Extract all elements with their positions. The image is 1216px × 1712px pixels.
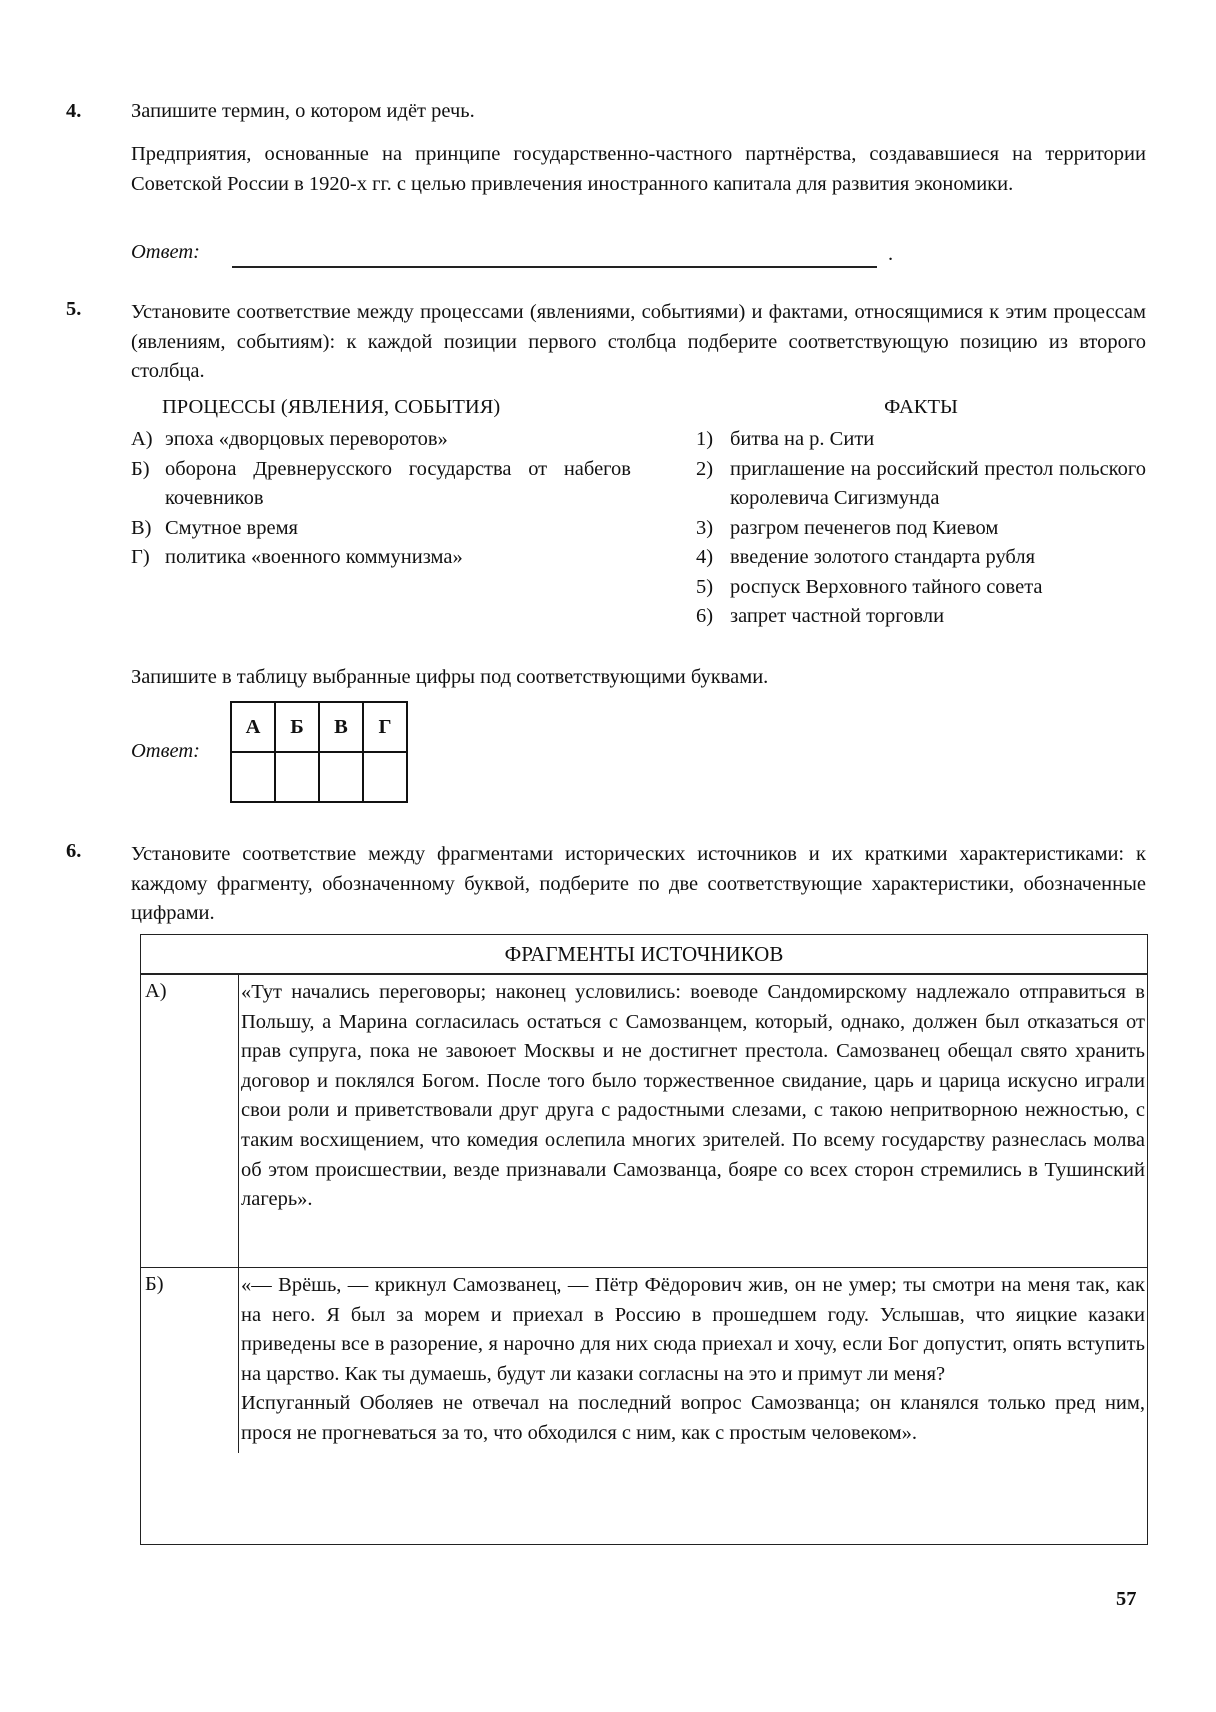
fragment-row — [141, 975, 1147, 1268]
sources-table-header: ФРАГМЕНТЫ ИСТОЧНИКОВ — [141, 935, 1147, 975]
answer-label: Ответ: — [131, 241, 200, 263]
answer-table — [230, 701, 408, 803]
fragment-key: А) — [141, 975, 239, 1267]
process-item: Б) оборона Древнерусского государства от набегов кочевников — [131, 457, 631, 509]
processes-list — [131, 425, 631, 573]
answer-label: Ответ: — [131, 740, 200, 762]
question-5-prompt: Установите соответствие между процессами (явлениями, событиями) и фактами, относящимися к этим процессам (явлениям, событиям): к каждой позиции первого столбца подберите соответствующую позицию из второго столбца. — [131, 301, 1146, 382]
fact-item: 5) роспуск Верховного тайного совета — [696, 575, 1043, 598]
fragment-row — [141, 1268, 1147, 1453]
question-4-prompt: Запишите термин, о котором идёт речь. — [131, 100, 475, 122]
fragment-text: «Тут начались переговоры; наконец условились: воеводе Сандомирскому надлежало отправиться в Польшу, а Марина согласилась остаться с Самозванцем, который, однако, должен был отказаться от прав супруга, пока не завоюет Москвы и не достигнет престола. Самозванец обещал свято хранить договор и поклялся Богом. После того было торжественное свидание, царь и царица искусно играли свои роли и приветствовали друг друга с радостными слезами, с такою непритворною нежностью, с таким восхищением, что комедия ослепила многих зрителей. По всему государству разнеслась молва об этом происшествии, везде признавали Самозванца, бояре со всех сторон стремились в Тушинский лагерь». — [241, 981, 1145, 1211]
question-5-number: 5. — [66, 298, 82, 320]
process-item: А) эпоха «дворцовых переворотов» — [131, 428, 448, 450]
facts-header: ФАКТЫ — [884, 396, 958, 418]
answer-cell-a[interactable] — [231, 752, 275, 802]
processes-header: ПРОЦЕССЫ (ЯВЛЕНИЯ, СОБЫТИЯ) — [162, 396, 501, 418]
fact-item: 2) приглашение на российский престол польского королевича Сигизмунда — [696, 457, 1146, 509]
fact-item: 4) введение золотого стандарта рубля — [696, 546, 1035, 568]
question-5-instruction: Запишите в таблицу выбранные цифры под соответствующими буквами. — [131, 666, 769, 688]
answer-col-g: Г — [363, 702, 407, 752]
answer-col-b: Б — [275, 702, 319, 752]
fragment-text: «— Врёшь, — крикнул Самозванец, — Пётр Фёдорович жив, он не умер; ты смотри на меня так, как на него. Я был за морем и приехал в Россию в прошедшем году. Услышав, что яицкие казаки приведены все в разорение, я нарочно для них сюда приехал и хочу, если Бог допустит, опять вступить на царство. Как ты думаешь, будут ли казаки согласны на это и примут ли меня? Испуганный Оболяев не отвечал на последний вопрос Самозванца; он кланялся только пред ним, прося не прогневаться за то, что обходился с ним, как с простым человеком». — [241, 1274, 1145, 1444]
fact-item: 6) запрет частной торговли — [696, 605, 945, 627]
page-number: 57 — [1116, 1588, 1137, 1610]
question-4-text: Предприятия, основанные на принципе государственно-частного партнёрства, создававшиеся на территории Советской России в 1920-х гг. с целью привлечения иностранного капитала для развития экономики. — [131, 143, 1146, 195]
answer-col-v: В — [319, 702, 363, 752]
answer-input-line[interactable] — [232, 266, 877, 268]
answer-cell-g[interactable] — [363, 752, 407, 802]
process-item: В) Смутное время — [131, 516, 298, 539]
process-item: Г) политика «военного коммунизма» — [131, 546, 463, 568]
fact-item: 1) битва на р. Сити — [696, 428, 875, 450]
answer-cell-v[interactable] — [319, 752, 363, 802]
fragment-key: Б) — [141, 1268, 239, 1453]
question-4-number: 4. — [66, 100, 82, 122]
sources-table — [140, 934, 1148, 1545]
facts-list — [696, 425, 1146, 632]
question-6-number: 6. — [66, 840, 82, 862]
answer-col-a: А — [231, 702, 275, 752]
fact-item: 3) разгром печенегов под Киевом — [696, 516, 999, 539]
answer-cell-b[interactable] — [275, 752, 319, 802]
question-6-prompt: Установите соответствие между фрагментами исторических источников и их краткими характеристиками: к каждому фрагменту, обозначенному буквой, подберите по две соответствующие характеристики, обозначенные цифрами. — [131, 843, 1146, 924]
